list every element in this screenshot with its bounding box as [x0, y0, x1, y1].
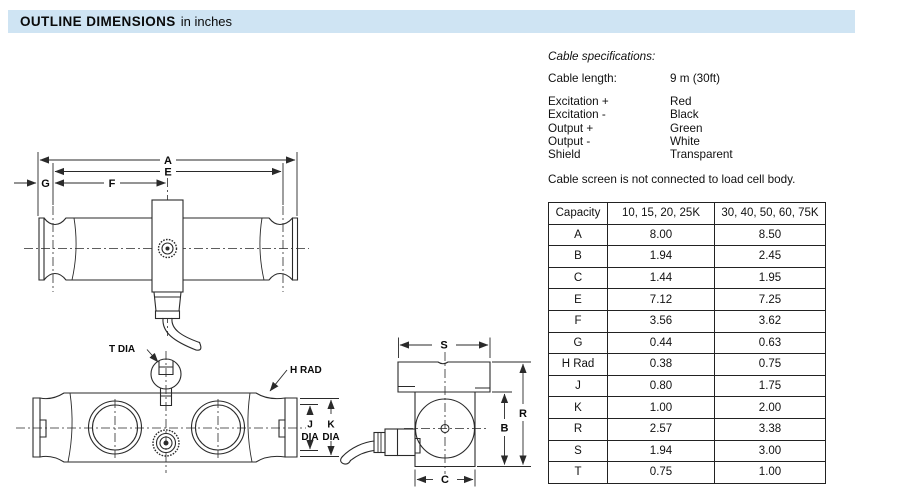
spec-label: Excitation -: [548, 108, 606, 122]
table-cell: J: [549, 375, 608, 397]
dim-label-s: S: [440, 339, 448, 352]
table-cell: 0.44: [608, 332, 715, 354]
dim-label-j-dia: DIA: [301, 432, 319, 443]
dim-label-a: A: [164, 155, 172, 167]
table-cell: 3.56: [608, 310, 715, 332]
table-cell: 0.38: [608, 354, 715, 376]
table-row: [549, 375, 826, 397]
table-cell: 7.12: [608, 289, 715, 311]
table-cell: B: [549, 246, 608, 268]
table-cell: 7.25: [715, 289, 826, 311]
page-title: OUTLINE DIMENSIONS: [20, 14, 176, 29]
spec-label: Output +: [548, 121, 594, 135]
table-row: [549, 267, 826, 289]
table-cell: S: [549, 440, 608, 462]
table-cell: 1.44: [608, 267, 715, 289]
table-cell: G: [549, 332, 608, 354]
spec-value: 9 m (30ft): [670, 72, 721, 86]
table-header-cell: 30, 40, 50, 60, 75K: [715, 203, 826, 225]
table-row: [549, 332, 826, 354]
table-row: [549, 246, 826, 268]
table-cell: 3.00: [715, 440, 826, 462]
spec-row: [548, 72, 893, 85]
spec-row: [548, 108, 893, 121]
table-cell: 1.94: [608, 440, 715, 462]
table-row: [549, 310, 826, 332]
table-cell: E: [549, 289, 608, 311]
table-row: [549, 354, 826, 376]
table-header-cell: Capacity: [549, 203, 608, 225]
t-dia-label: T DIA: [109, 344, 136, 355]
page-title-suffix: in inches: [180, 14, 233, 29]
table-cell: 1.00: [608, 397, 715, 419]
cable-note: Cable screen is not connected to load cell body.: [548, 172, 796, 186]
dim-label-r: R: [519, 408, 527, 420]
cable-specifications: [548, 50, 893, 186]
dimensions-table: [548, 202, 826, 484]
spec-value: Green: [670, 121, 703, 135]
dim-label-j: J: [307, 419, 313, 431]
table-row: [549, 462, 826, 484]
table-cell: K: [549, 397, 608, 419]
table-header-cell: 10, 15, 20, 25K: [608, 203, 715, 225]
table-cell: T: [549, 462, 608, 484]
spec-value: Black: [670, 108, 699, 122]
dim-label-c: C: [441, 474, 449, 486]
table-cell: C: [549, 267, 608, 289]
top-view-drawing: [16, 344, 340, 473]
table-cell: 2.45: [715, 246, 826, 268]
table-cell: 0.80: [608, 375, 715, 397]
table-cell: 0.75: [608, 462, 715, 484]
table-header-row: [549, 203, 826, 225]
table-cell: 0.63: [715, 332, 826, 354]
table-row: [549, 397, 826, 419]
dim-label-e: E: [164, 166, 172, 179]
table-cell: 2.57: [608, 418, 715, 440]
table-cell: 3.38: [715, 418, 826, 440]
spec-value: Red: [670, 94, 692, 108]
spec-value: Transparent: [670, 148, 733, 162]
dim-label-g: G: [41, 178, 50, 190]
table-cell: 1.95: [715, 267, 826, 289]
table-row: [549, 224, 826, 246]
header-bar: [8, 10, 855, 33]
dim-label-k: K: [327, 419, 335, 431]
spec-label: Output -: [548, 135, 591, 149]
table-cell: 1.75: [715, 375, 826, 397]
dim-label-f: F: [108, 178, 116, 190]
table-cell: F: [549, 310, 608, 332]
side-view-drawing: [14, 152, 309, 350]
spec-row: [548, 95, 893, 108]
table-cell: 8.00: [608, 224, 715, 246]
h-rad-label: H RAD: [290, 365, 322, 376]
table-cell: A: [549, 224, 608, 246]
spec-row: [548, 148, 893, 161]
table-cell: 1.00: [715, 462, 826, 484]
spec-row: [548, 135, 893, 148]
dim-label-k-dia: DIA: [322, 432, 340, 443]
spec-label: Cable length:: [548, 72, 617, 86]
table-cell: 8.50: [715, 224, 826, 246]
dim-label-b: B: [500, 422, 509, 435]
table-row: [549, 289, 826, 311]
table-cell: 0.75: [715, 354, 826, 376]
table-row: [549, 418, 826, 440]
spec-label: Excitation +: [548, 94, 609, 108]
end-view-drawing: [341, 338, 531, 487]
table-cell: R: [549, 418, 608, 440]
table-cell: 1.94: [608, 246, 715, 268]
spec-label: Shield: [548, 148, 581, 162]
table-row: [549, 440, 826, 462]
cable-specs-heading: Cable specifications:: [548, 50, 656, 63]
table-cell: 2.00: [715, 397, 826, 419]
spec-row: [548, 122, 893, 135]
table-cell: 3.62: [715, 310, 826, 332]
table-cell: H Rad: [549, 354, 608, 376]
spec-value: White: [670, 135, 700, 149]
